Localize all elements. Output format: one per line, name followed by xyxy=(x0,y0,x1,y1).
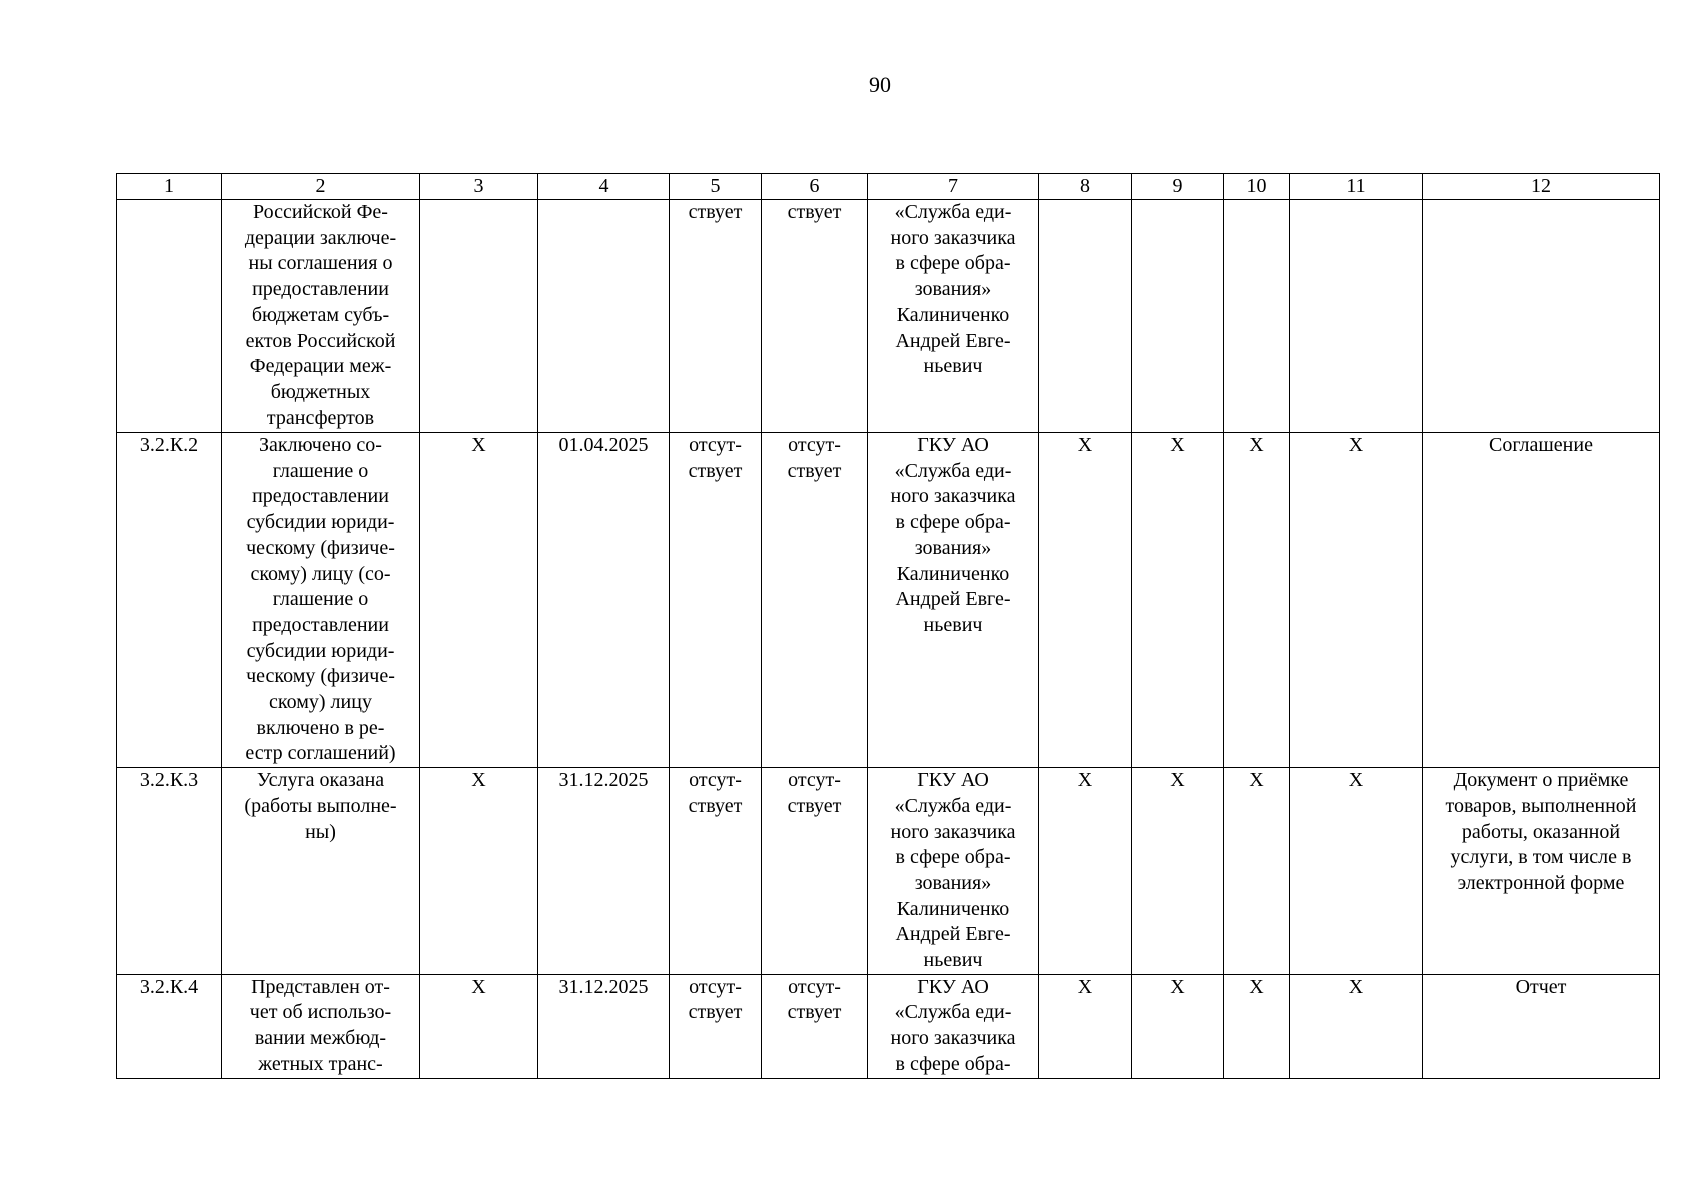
cell-text-line: ствует xyxy=(787,201,842,223)
table-cell xyxy=(868,768,1039,975)
table-cell xyxy=(1132,433,1224,768)
cell-text-line: ного заказчика xyxy=(890,226,1016,249)
cell-text-line: Соглашение xyxy=(1489,434,1593,456)
cell-text-line: ГКУ АО xyxy=(917,975,989,998)
cell-text-line: Федерации меж- xyxy=(249,355,392,378)
column-header: 7 xyxy=(868,174,1039,200)
table-cell xyxy=(222,433,420,768)
column-header: 8 xyxy=(1039,174,1132,200)
table-cell xyxy=(117,768,222,975)
cell-text-line: X xyxy=(1249,769,1264,792)
cell-text-line: жетных транс- xyxy=(258,1052,383,1075)
table-cell xyxy=(420,433,538,768)
table-row xyxy=(117,433,1660,768)
cell-text-line: Калиниченко xyxy=(896,897,1010,920)
column-header: 9 xyxy=(1132,174,1224,200)
table-cell xyxy=(117,974,222,1078)
cell-text-line: предоставлении xyxy=(252,613,389,636)
table-cell xyxy=(222,200,420,433)
cell-text-line: ствует xyxy=(688,201,743,223)
cell-text-line: X xyxy=(1077,975,1093,998)
column-header: 3 xyxy=(420,174,538,200)
cell-text-line: X xyxy=(1077,769,1093,792)
table-cell xyxy=(1224,433,1290,768)
cell-text-line: X xyxy=(1170,769,1185,792)
cell-text-line: в сфере обра- xyxy=(895,252,1011,275)
cell-text-line: «Служба еди- xyxy=(894,794,1012,817)
cell-text-line: ствует xyxy=(688,794,743,817)
table-cell xyxy=(670,768,762,975)
table-body xyxy=(117,200,1660,1079)
cell-text-line: ного заказчика xyxy=(890,820,1016,843)
table-cell xyxy=(420,768,538,975)
cell-text-line: отсут- xyxy=(788,975,841,998)
cell-text-line: X xyxy=(1348,769,1364,792)
cell-text-line: ствует xyxy=(688,1001,743,1024)
table-cell xyxy=(1224,974,1290,1078)
cell-text-line: X xyxy=(471,769,486,792)
table-cell xyxy=(1290,200,1423,433)
column-header: 12 xyxy=(1423,174,1660,200)
cell-text-line: субсидии юриди- xyxy=(246,511,395,534)
cell-text-line: включено в ре- xyxy=(256,716,385,739)
cell-text-line: Услуга оказана xyxy=(256,769,385,792)
cell-text-line: X xyxy=(1348,434,1364,456)
cell-text-line: Отчет xyxy=(1515,975,1567,998)
table-cell xyxy=(1423,200,1660,433)
cell-text-line: 3.2.К.4 xyxy=(139,975,199,998)
table-cell xyxy=(1423,433,1660,768)
cell-text-line: «Служба еди- xyxy=(894,1001,1012,1024)
cell-text-line: ектов Российской xyxy=(245,329,396,352)
table-cell xyxy=(538,974,670,1078)
table-cell xyxy=(1224,768,1290,975)
table-cell xyxy=(538,433,670,768)
cell-text-line: Документ о приёмке xyxy=(1453,769,1629,792)
table-cell xyxy=(762,200,868,433)
cell-text-line: естр соглашений) xyxy=(245,742,396,765)
cell-text-line: работы, оказанной xyxy=(1461,820,1621,843)
cell-text-line: «Служба еди- xyxy=(894,201,1012,223)
cell-text-line: зования» xyxy=(914,536,992,559)
column-header: 4 xyxy=(538,174,670,200)
cell-text-line: ческому (физиче- xyxy=(246,536,395,559)
column-header: 6 xyxy=(762,174,868,200)
table-cell xyxy=(670,433,762,768)
table-cell xyxy=(1039,200,1132,433)
cell-text-line: ны) xyxy=(305,820,336,843)
table-cell xyxy=(1224,200,1290,433)
table-cell xyxy=(420,200,538,433)
cell-text-line: вании межбюд- xyxy=(254,1027,387,1050)
header-row xyxy=(117,174,1660,200)
cell-text-line: Андрей Евге- xyxy=(895,329,1011,352)
cell-text-line: Калиниченко xyxy=(896,303,1010,326)
column-header: 1 xyxy=(117,174,222,200)
cell-text-line: ГКУ АО xyxy=(917,769,989,792)
cell-text-line: ствует xyxy=(688,459,743,482)
cell-text-line: Андрей Евге- xyxy=(895,588,1011,611)
table-cell xyxy=(868,200,1039,433)
cell-text-line: ного заказчика xyxy=(890,1027,1016,1050)
cell-text-line: глашение о xyxy=(272,459,369,482)
cell-text-line: Представлен от- xyxy=(251,975,390,998)
cell-text-line: отсут- xyxy=(689,975,742,998)
cell-text-line: 31.12.2025 xyxy=(558,769,649,792)
cell-text-line: субсидии юриди- xyxy=(246,639,395,662)
table-cell xyxy=(1290,433,1423,768)
cell-text-line: X xyxy=(471,975,486,998)
table-cell xyxy=(117,200,222,433)
cell-text-line: бюджетам субъ- xyxy=(251,303,390,326)
cell-text-line: скому) лицу xyxy=(269,691,372,714)
cell-text-line: предоставлении xyxy=(252,485,389,508)
column-header: 10 xyxy=(1224,174,1290,200)
cell-text-line: отсут- xyxy=(788,434,841,456)
cell-text-line: ческому (физиче- xyxy=(246,665,395,688)
cell-text-line: услуги, в том числе в xyxy=(1450,846,1632,869)
table-cell xyxy=(538,768,670,975)
cell-text-line: ного заказчика xyxy=(890,485,1016,508)
cell-text-line: X xyxy=(1170,434,1185,456)
control-points-table xyxy=(116,173,1660,1079)
cell-text-line: в сфере обра- xyxy=(895,846,1011,869)
cell-text-line: (работы выполне- xyxy=(244,794,397,817)
table-cell xyxy=(1039,768,1132,975)
table-cell xyxy=(420,974,538,1078)
cell-text-line: 3.2.К.2 xyxy=(139,434,199,456)
table-cell xyxy=(868,433,1039,768)
cell-text-line: электронной форме xyxy=(1457,871,1625,894)
column-header: 5 xyxy=(670,174,762,200)
cell-text-line: ствует xyxy=(787,794,842,817)
table-row xyxy=(117,768,1660,975)
table-header xyxy=(117,174,1660,200)
cell-text-line: X xyxy=(1170,975,1185,998)
cell-text-line: бюджетных xyxy=(270,380,371,403)
table-cell xyxy=(538,200,670,433)
cell-text-line: X xyxy=(1249,434,1264,456)
cell-text-line: ньевич xyxy=(923,355,983,378)
cell-text-line: ньевич xyxy=(923,613,983,636)
table-cell xyxy=(670,974,762,1078)
table-cell xyxy=(1132,768,1224,975)
table-cell xyxy=(762,974,868,1078)
cell-text-line: Калиниченко xyxy=(896,562,1010,585)
cell-text-line: зования» xyxy=(914,278,992,301)
cell-text-line: X xyxy=(1348,975,1364,998)
cell-text-line: «Служба еди- xyxy=(894,459,1012,482)
cell-text-line: товаров, выполненной xyxy=(1445,794,1637,817)
table-cell xyxy=(1423,974,1660,1078)
cell-text-line: дерации заключе- xyxy=(244,226,397,249)
cell-text-line: Андрей Евге- xyxy=(895,923,1011,946)
cell-text-line: глашение о xyxy=(272,588,369,611)
table-cell xyxy=(1132,974,1224,1078)
table-cell xyxy=(1039,974,1132,1078)
table-cell xyxy=(1132,200,1224,433)
cell-text-line: в сфере обра- xyxy=(895,511,1011,534)
cell-text-line: 01.04.2025 xyxy=(558,434,649,456)
cell-text-line: X xyxy=(1077,434,1093,456)
table-row xyxy=(117,200,1660,433)
column-header: 2 xyxy=(222,174,420,200)
page-number: 90 xyxy=(869,72,891,97)
table-cell xyxy=(1290,974,1423,1078)
cell-text-line: X xyxy=(1249,975,1264,998)
table-cell xyxy=(1039,433,1132,768)
cell-text-line: ствует xyxy=(787,459,842,482)
cell-text-line: отсут- xyxy=(689,769,742,792)
cell-text-line: отсут- xyxy=(788,769,841,792)
cell-text-line: 31.12.2025 xyxy=(558,975,649,998)
cell-text-line: в сфере обра- xyxy=(895,1052,1011,1075)
cell-text-line: чет об использо- xyxy=(249,1001,392,1024)
table-cell xyxy=(222,768,420,975)
column-header: 11 xyxy=(1290,174,1423,200)
cell-text-line: отсут- xyxy=(689,434,742,456)
cell-text-line: скому) лицу (со- xyxy=(250,562,391,585)
cell-text-line: ны соглашения о xyxy=(248,252,393,275)
table-cell xyxy=(222,974,420,1078)
cell-text-line: 3.2.К.3 xyxy=(139,769,199,792)
cell-text-line: X xyxy=(471,434,486,456)
table-cell xyxy=(117,433,222,768)
cell-text-line: ствует xyxy=(787,1001,842,1024)
table-cell xyxy=(868,974,1039,1078)
table-cell xyxy=(1290,768,1423,975)
cell-text-line: трансфертов xyxy=(266,406,375,429)
table-cell xyxy=(762,433,868,768)
cell-text-line: ньевич xyxy=(923,949,983,972)
table-cell xyxy=(762,768,868,975)
cell-text-line: предоставлении xyxy=(252,278,389,301)
table-cell xyxy=(670,200,762,433)
cell-text-line: Российской Фе- xyxy=(253,201,388,223)
table-cell xyxy=(1423,768,1660,975)
cell-text-line: ГКУ АО xyxy=(917,434,989,456)
cell-text-line: зования» xyxy=(914,871,992,894)
table-row xyxy=(117,974,1660,1078)
cell-text-line: Заключено со- xyxy=(259,434,382,456)
